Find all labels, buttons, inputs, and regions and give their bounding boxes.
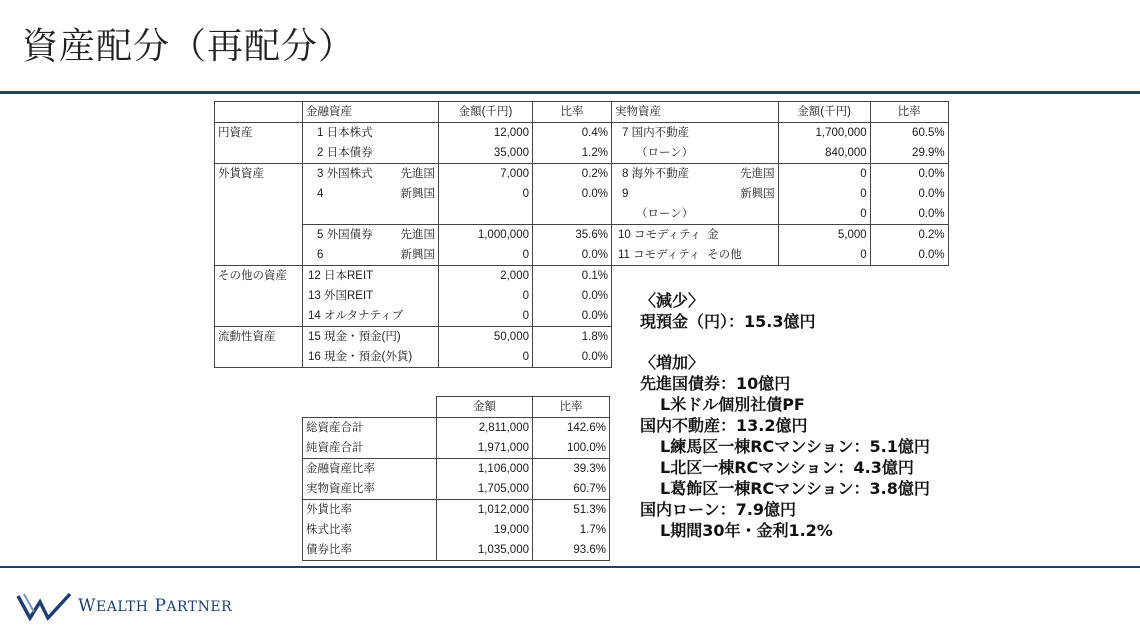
summary-header-amount: 金額: [437, 397, 533, 418]
row-amount: 0: [439, 286, 533, 306]
row-ratio: 0.0%: [533, 306, 612, 327]
summary-ratio: 51.3%: [533, 500, 610, 521]
table-row: [215, 286, 949, 306]
row-ratio: 0.2%: [533, 164, 612, 185]
row-real-sublabel: 新興国: [704, 184, 778, 204]
row-label: 3 外国株式: [303, 164, 383, 185]
summary-row: [303, 540, 610, 561]
table-row: [215, 123, 949, 144]
table-row: [215, 225, 949, 246]
summary-label: 債券比率: [303, 540, 437, 561]
summary-label: 外貨比率: [303, 500, 437, 521]
row-label: 2 日本債券: [303, 143, 439, 164]
row-sublabel: 新興国: [383, 184, 439, 204]
group-other: その他の資産: [215, 266, 303, 327]
row-real-ratio: 29.9%: [870, 143, 948, 164]
row-ratio: 35.6%: [533, 225, 612, 246]
summary-amount: 1,012,000: [437, 500, 533, 521]
header-ratio2: 比率: [870, 102, 948, 123]
increase-subitem: L北区一棟RCマンション：4.3億円: [660, 458, 914, 477]
row-ratio: 0.0%: [533, 184, 612, 204]
row-label: 1 日本株式: [303, 123, 439, 144]
header-rule: [0, 91, 1140, 94]
summary-amount: 1,971,000: [437, 438, 533, 459]
wealth-partner-logo-icon: [16, 590, 72, 622]
row-amount: 12,000: [439, 123, 533, 144]
increase-item: 国内ローン：7.9億円: [640, 500, 797, 519]
row-label: 6: [303, 245, 383, 266]
summary-label: 実物資産比率: [303, 479, 437, 500]
row-label: 5 外国債券: [303, 225, 383, 246]
summary-label: 金融資産比率: [303, 459, 437, 480]
header-real: 実物資産: [612, 102, 779, 123]
summary-ratio: 142.6%: [533, 418, 610, 439]
summary-amount: 1,705,000: [437, 479, 533, 500]
group-liquid: 流動性資産: [215, 327, 303, 368]
row-real-ratio: 0.0%: [870, 184, 948, 204]
decrease-notes: [640, 290, 815, 332]
row-amount: 50,000: [439, 327, 533, 348]
row-ratio: 1.2%: [533, 143, 612, 164]
row-label: 14 オルタナティブ: [303, 306, 439, 327]
row-amount: 35,000: [439, 143, 533, 164]
summary-amount: 19,000: [437, 520, 533, 540]
table-row: [215, 306, 949, 327]
row-ratio: 0.4%: [533, 123, 612, 144]
group-foreign: 外貨資産: [215, 164, 303, 266]
page-title: 資産配分（再配分）: [22, 26, 356, 67]
header-amount: 金額(千円): [439, 102, 533, 123]
summary-ratio: 60.7%: [533, 479, 610, 500]
header-ratio: 比率: [533, 102, 612, 123]
row-real-label: （ローン）: [612, 204, 779, 225]
group-yen: 円資産: [215, 123, 303, 164]
row-real-amount: 0: [778, 204, 870, 225]
row-ratio: 1.8%: [533, 327, 612, 348]
brand-name: WEALTH PARTNER: [78, 596, 233, 616]
increase-item: 先進国債券：10億円: [640, 374, 791, 393]
table-row: [215, 204, 949, 225]
row-real-label: 7 国内不動産: [612, 123, 779, 144]
decrease-heading: 〈減少〉: [640, 291, 705, 310]
row-real-ratio: 60.5%: [870, 123, 948, 144]
row-ratio: 0.1%: [533, 266, 612, 287]
table-header-row: [215, 102, 949, 123]
row-real-label: 11 コモディティ: [612, 245, 705, 266]
increase-subitem: L練馬区一棟RCマンション：5.1億円: [660, 437, 930, 456]
footer-rule: [0, 566, 1140, 568]
summary-label: 株式比率: [303, 520, 437, 540]
row-label: 4: [303, 184, 383, 204]
row-sublabel: 先進国: [383, 164, 439, 185]
footer-logo: [16, 590, 232, 622]
table-row: [215, 327, 949, 348]
row-real-amount: 0: [778, 245, 870, 266]
row-amount: 0: [439, 245, 533, 266]
summary-amount: 1,106,000: [437, 459, 533, 480]
increase-heading: 〈増加〉: [640, 353, 705, 372]
summary-row: [303, 479, 610, 500]
row-amount: 0: [439, 184, 533, 204]
row-real-label: 10 コモディティ: [612, 225, 705, 246]
table-row: [215, 164, 949, 185]
summary-row: [303, 520, 610, 540]
summary-label: 総資産合計: [303, 418, 437, 439]
summary-table: [302, 396, 610, 561]
summary-row: [303, 438, 610, 459]
row-amount: 0: [439, 306, 533, 327]
row-real-amount: 840,000: [778, 143, 870, 164]
row-real-sublabel: 金: [704, 225, 778, 246]
row-real-amount: 0: [778, 164, 870, 185]
row-amount: 1,000,000: [439, 225, 533, 246]
increase-subitem: L期間30年・金利1.2%: [660, 521, 833, 540]
summary-label: 純資産合計: [303, 438, 437, 459]
summary-header-row: [303, 397, 610, 418]
table-row: [215, 245, 949, 266]
increase-subitem: L米ドル個別社債PF: [660, 395, 805, 414]
decrease-item: 現預金（円）：15.3億円: [640, 312, 816, 331]
row-real-label: 8 海外不動産: [612, 164, 705, 185]
summary-ratio: 39.3%: [533, 459, 610, 480]
increase-subitem: L葛飾区一棟RCマンション：3.8億円: [660, 479, 930, 498]
row-real-ratio: 0.0%: [870, 164, 948, 185]
summary-ratio: 1.7%: [533, 520, 610, 540]
table-row: [215, 184, 949, 204]
row-amount: 0: [439, 347, 533, 368]
row-real-amount: 1,700,000: [778, 123, 870, 144]
row-ratio: 0.0%: [533, 347, 612, 368]
row-real-ratio: 0.0%: [870, 204, 948, 225]
summary-header-ratio: 比率: [533, 397, 610, 418]
row-real-ratio: 0.2%: [870, 225, 948, 246]
row-sublabel: 先進国: [383, 225, 439, 246]
row-label: 13 外国REIT: [303, 286, 439, 306]
header-amount2: 金額(千円): [778, 102, 870, 123]
increase-notes: [640, 352, 930, 541]
row-real-amount: 0: [778, 184, 870, 204]
table-row: [215, 266, 949, 287]
summary-row: [303, 418, 610, 439]
row-amount: 7,000: [439, 164, 533, 185]
summary-amount: 2,811,000: [437, 418, 533, 439]
row-real-sublabel: その他: [704, 245, 778, 266]
increase-item: 国内不動産：13.2億円: [640, 416, 808, 435]
row-real-ratio: 0.0%: [870, 245, 948, 266]
row-label: 16 現金・預金(外貨): [303, 347, 439, 368]
summary-amount: 1,035,000: [437, 540, 533, 561]
row-real-sublabel: 先進国: [704, 164, 778, 185]
row-label: 12 日本REIT: [303, 266, 439, 287]
summary-row: [303, 459, 610, 480]
allocation-table: [214, 101, 949, 368]
table-row: [215, 143, 949, 164]
row-sublabel: 新興国: [383, 245, 439, 266]
row-label: 15 現金・預金(円): [303, 327, 439, 348]
header-financial: 金融資産: [303, 102, 439, 123]
row-real-label: （ローン）: [612, 143, 779, 164]
summary-row: [303, 500, 610, 521]
row-real-amount: 5,000: [778, 225, 870, 246]
row-amount: 2,000: [439, 266, 533, 287]
row-ratio: 0.0%: [533, 286, 612, 306]
row-ratio: 0.0%: [533, 245, 612, 266]
summary-ratio: 93.6%: [533, 540, 610, 561]
row-real-label: 9: [612, 184, 705, 204]
summary-ratio: 100.0%: [533, 438, 610, 459]
